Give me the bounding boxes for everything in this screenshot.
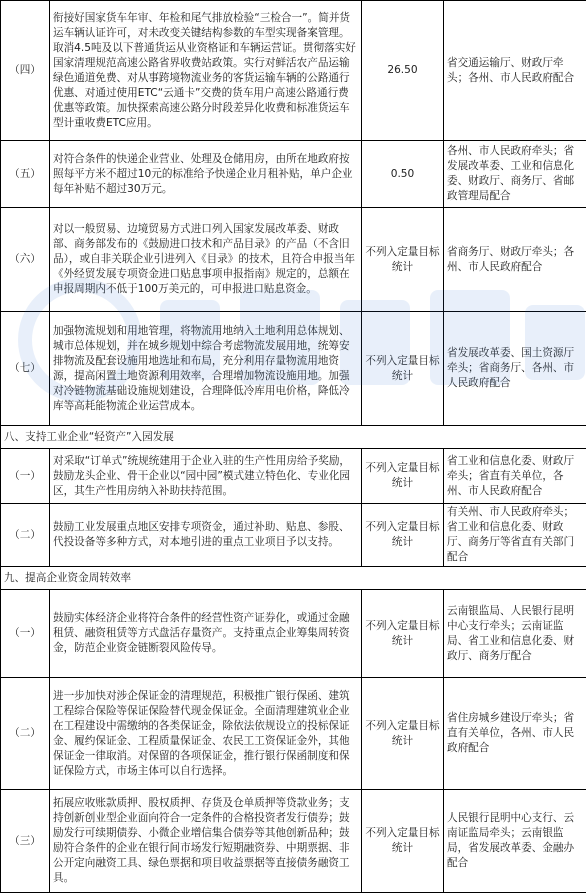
table-row bbox=[1, 208, 586, 312]
section-heading: 九、提高企业资金周转效率 bbox=[1, 567, 586, 590]
item-number: （四） bbox=[1, 1, 50, 141]
table-row bbox=[1, 678, 586, 790]
table-row bbox=[1, 790, 586, 893]
item-departments: 省住房城乡建设厅牵头；省直有关单位，各州、市人民政府配合 bbox=[444, 678, 586, 790]
table-row bbox=[1, 449, 586, 504]
item-number: （五） bbox=[1, 141, 50, 208]
table-row bbox=[1, 312, 586, 426]
item-number: （三） bbox=[1, 790, 50, 893]
section-row bbox=[1, 426, 586, 449]
item-amount: 不列入定量目标统计 bbox=[362, 790, 444, 893]
item-amount: 26.50 bbox=[362, 1, 444, 141]
item-number: （一） bbox=[1, 449, 50, 504]
item-description: 进一步加快对涉企保证金的清理规范，积极推广银行保函、建筑工程综合保险等保证保险替代现金保证金。全面清理建筑业企业在工程建设中需缴纳的各类保证金，除依法依规设立的投标保证金、履约保证金、工程质量保证金、农民工工资保证金外，其他保证金一律取消。对保留的各项保证金，推行银行保函制度和保证保险方式，市场主体可以自行选择。 bbox=[50, 678, 362, 790]
item-departments: 省发展改革委、国土资源厅牵头；省商务厅、各州、市人民政府配合 bbox=[444, 312, 586, 426]
item-description: 对以一般贸易、边境贸易方式进口列入国家发展改革委、财政部、商务部发布的《鼓励进口技术和产品目录》的产品（不含旧品），或自非关联企业引进列入《目录》的技术，且符合申报当年《外经贸发展专项资金进口贴息事项申报指南》规定的，总额在申报周期内不低于100万美元的，可申报进口贴息资金。 bbox=[50, 208, 362, 312]
table-row bbox=[1, 504, 586, 567]
item-amount: 不列入定量目标统计 bbox=[362, 590, 444, 678]
item-description: 衔接好国家货车年审、年检和尾气排放检验“三检合一”。简并货运车辆认证许可，对未改变关键结构参数的车型实现备案管理。取消4.5吨及以下普通货运从业资格证和车辆运营证。贯彻落实好国家清理规范高速公路省界收费站政策。实行对鲜活农产品运输绿色通道免费、对从事跨境物流业务的客货运输车辆的公路通行优惠、对通过使用ETC“云通卡”交费的货车用户高速公路通行费优惠等政策。加快探索高速公路分时段差异化收费和标准货运车型计重收费ETC应用。 bbox=[50, 1, 362, 141]
item-amount: 不列入定量目标统计 bbox=[362, 504, 444, 567]
item-amount: 不列入定量目标统计 bbox=[362, 678, 444, 790]
item-number: （一） bbox=[1, 590, 50, 678]
table-row bbox=[1, 141, 586, 208]
item-description: 对采取“订单式”统规统建用于企业入驻的生产性用房给予奖励，鼓励龙头企业、骨干企业以“园中园”模式建立特色化、专业化园区，其生产性用房纳入补助扶持范围。 bbox=[50, 449, 362, 504]
item-description: 鼓励工业发展重点地区安排专项资金，通过补助、贴息、参股、代投设备等多种方式，对本地引进的重点工业项目予以支持。 bbox=[50, 504, 362, 567]
item-description: 对符合条件的快递企业营业、处理及仓储用房，由所在地政府按照每平方米不超过10元的标准给予快递企业月租补贴，单户企业每年补贴不超过30万元。 bbox=[50, 141, 362, 208]
section-row bbox=[1, 567, 586, 590]
table-row bbox=[1, 1, 586, 141]
table-row bbox=[1, 590, 586, 678]
item-departments: 人民银行昆明中心支行、云南证监局牵头；云南银监局，省发展改革委、金融办配合 bbox=[444, 790, 586, 893]
item-departments: 有关州、市人民政府牵头；省工业和信息化委、财政厅、商务厅等省直有关部门配合 bbox=[444, 504, 586, 567]
item-number: （六） bbox=[1, 208, 50, 312]
item-number: （二） bbox=[1, 504, 50, 567]
section-heading: 八、支持工业企业“轻资产”入园发展 bbox=[1, 426, 586, 449]
item-departments: 省交通运输厅、财政厅牵头；各州、市人民政府配合 bbox=[444, 1, 586, 141]
item-description: 鼓励实体经济企业将符合条件的经营性资产证券化，或通过金融租赁、融资租赁等方式盘活存量资产。支持重点企业筹集周转资金，防范企业资金链断裂风险传导。 bbox=[50, 590, 362, 678]
item-departments: 省商务厅、财政厅牵头；各州、市人民政府配合 bbox=[444, 208, 586, 312]
item-departments: 各州、市人民政府牵头；省发展改革委、工业和信息化委、财政厅、商务厅、省邮政管理局配合 bbox=[444, 141, 586, 208]
item-departments: 云南银监局、人民银行昆明中心支行牵头；云南证监局、省工业和信息化委、财政厅、商务厅配合 bbox=[444, 590, 586, 678]
item-departments: 省工业和信息化委、财政厅牵头；省直有关单位，各州、市人民政府配合 bbox=[444, 449, 586, 504]
item-amount: 0.50 bbox=[362, 141, 444, 208]
item-amount: 不列入定量目标统计 bbox=[362, 208, 444, 312]
item-description: 拓展应收账款质押、股权质押、存货及仓单质押等贷款业务；支持创新创业型企业面向符合一定条件的合格投资者发行债券；鼓励发行可续期债券、小微企业增信集合债券等其他创新品种；鼓励符合条件的企业在银行间市场发行短期融资券、中期票据、非公开定向融资工具、绿色票据和项目收益票据等直接债务融资工具。 bbox=[50, 790, 362, 893]
item-description: 加强物流规划和用地管理，将物流用地纳入土地利用总体规划、城市总体规划，并在城乡规划中综合考虑物流发展用地，统筹安排物流及配套设施用地选址和布局，充分利用存量物流用地资源，提高闲置土地资源利用效率，合理增加物流设施用地。加强对冷链物流基础设施规划建设，合理降低冷库用电价格，降低冷库等高耗能物流企业运营成本。 bbox=[50, 312, 362, 426]
item-number: （七） bbox=[1, 312, 50, 426]
item-number: （二） bbox=[1, 678, 50, 790]
item-amount: 不列入定量目标统计 bbox=[362, 312, 444, 426]
item-amount: 不列入定量目标统计 bbox=[362, 449, 444, 504]
